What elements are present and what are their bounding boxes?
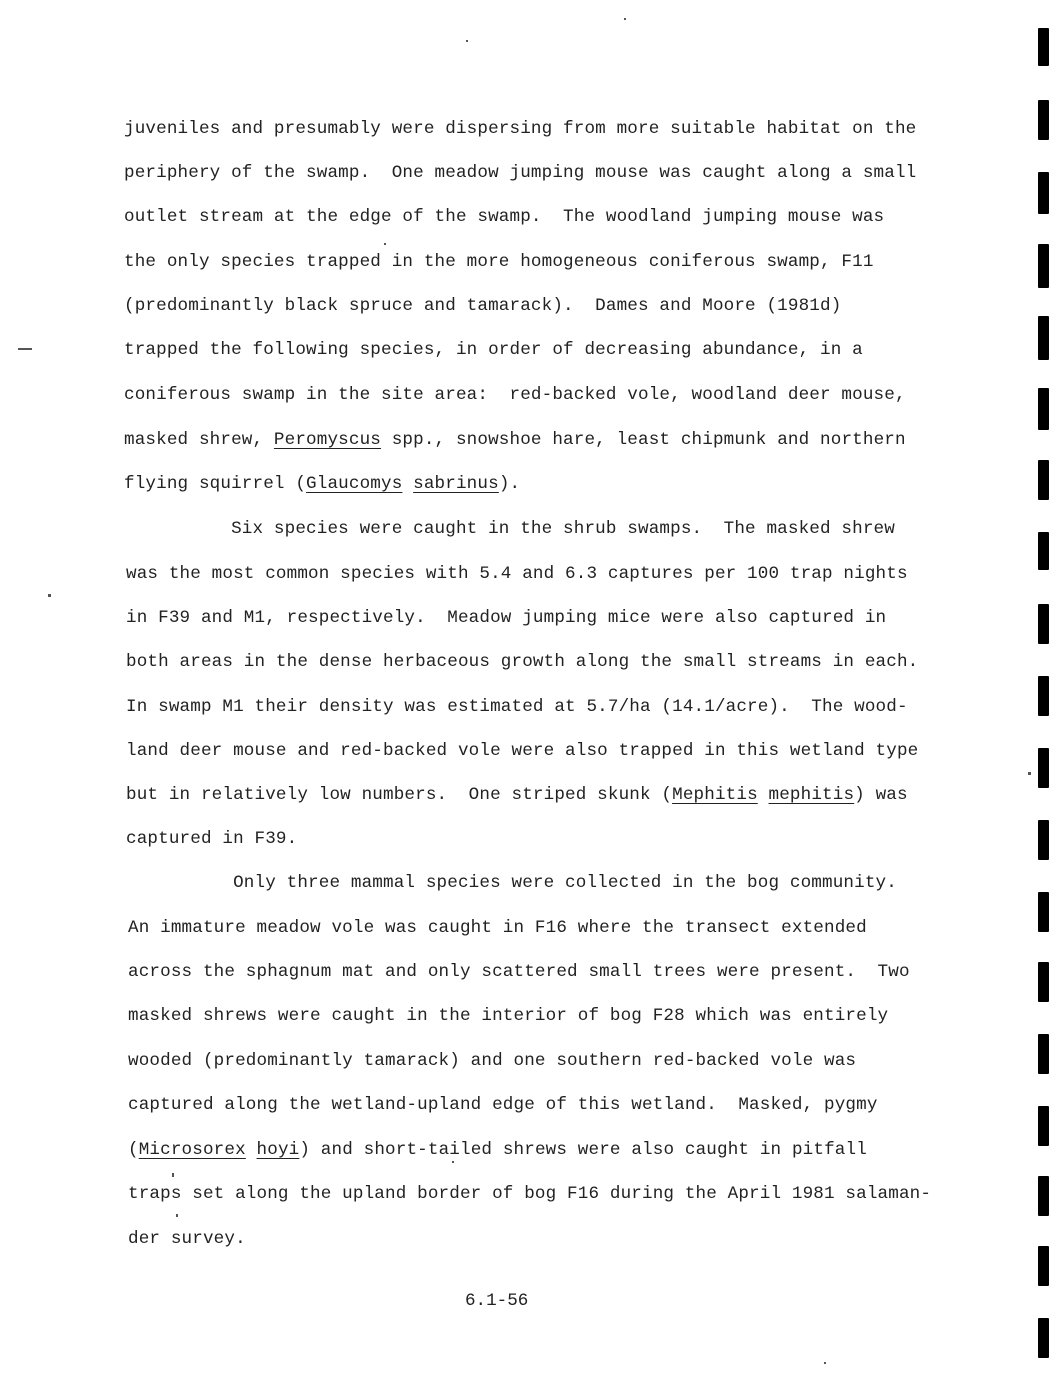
underlined-term: sabrinus — [413, 474, 499, 494]
text-run: masked shrew, — [124, 430, 274, 450]
text-run: across the sphagnum mat and only scattered small trees were present. Two — [128, 962, 910, 982]
underlined-term: Glaucomys — [306, 474, 403, 494]
text-run — [402, 474, 413, 494]
text-line — [128, 1139, 867, 1161]
text-run: trapped the following species, in order of decreasing abundance, in a — [124, 340, 863, 360]
revision-bar — [1038, 892, 1049, 932]
revision-bar — [1038, 1106, 1049, 1146]
text-line — [126, 740, 918, 762]
text-line — [128, 1094, 878, 1116]
text-run: wooded (predominantly tamarack) and one southern red-backed vole was — [128, 1051, 857, 1071]
text-line — [126, 872, 897, 894]
text-run: ). — [498, 474, 521, 494]
text-run: periphery of the swamp. One meadow jumping mouse was caught along a small — [124, 163, 917, 183]
revision-bar — [1038, 962, 1049, 1002]
text-line — [124, 162, 916, 184]
revision-bar — [1038, 748, 1049, 788]
revision-bar — [1038, 1246, 1049, 1286]
text-run: ( — [128, 1140, 139, 1160]
speck — [176, 1214, 178, 1217]
text-run — [758, 785, 769, 805]
text-line — [128, 917, 867, 939]
text-run: spp., snowshoe hare, least chipmunk and northern — [381, 430, 906, 450]
text-run: ) and short-tailed shrews were also caught in pitfall — [299, 1140, 867, 1160]
underlined-term: Microsorex — [138, 1140, 246, 1160]
text-line — [128, 1183, 931, 1205]
text-line — [124, 473, 520, 495]
speck — [18, 348, 32, 350]
text-run: both areas in the dense herbaceous growth along the small streams in each. — [126, 652, 919, 672]
text-line — [126, 563, 908, 585]
text-line — [126, 828, 297, 850]
speck — [1028, 772, 1031, 775]
revision-bar — [1038, 172, 1049, 214]
underlined-term: Mephitis — [672, 785, 758, 805]
text-line — [124, 118, 916, 140]
speck — [384, 243, 386, 245]
text-line — [124, 384, 906, 406]
text-line — [126, 607, 886, 629]
text-line — [128, 1005, 888, 1027]
text-run: captured in F39. — [126, 829, 298, 849]
text-run: der survey. — [128, 1229, 246, 1249]
text-line — [124, 339, 863, 361]
text-run: juveniles and presumably were dispersing from more suitable habitat on the — [124, 119, 917, 139]
revision-bar — [1038, 316, 1049, 360]
text-run: ) was — [854, 785, 908, 805]
text-run: land deer mouse and red-backed vole were also trapped in this wetland type — [126, 741, 919, 761]
underlined-term: hoyi — [256, 1140, 300, 1160]
text-run: was the most common species with 5.4 and 6.3 captures per 100 trap nights — [126, 564, 908, 584]
revision-bar — [1038, 820, 1049, 860]
text-line — [128, 961, 910, 983]
text-run: in F39 and M1, respectively. Meadow jumping mice were also captured in — [126, 608, 887, 628]
revision-bar — [1038, 244, 1049, 288]
text-line — [124, 295, 841, 317]
text-line — [124, 251, 874, 273]
underlined-term: mephitis — [768, 785, 855, 805]
text-run: traps set along the upland border of bog F16 during the April 1981 salaman- — [128, 1184, 932, 1204]
speck — [466, 40, 468, 42]
revision-bar — [1038, 460, 1049, 500]
text-run: captured along the wetland-upland edge of this wetland. Masked, pygmy — [128, 1095, 878, 1115]
text-run: Only three mammal species were collected in the bog community. — [126, 873, 897, 893]
speck — [172, 1173, 174, 1177]
text-run: In swamp M1 their density was estimated at 5.7/ha (14.1/acre). The wood- — [126, 697, 908, 717]
text-line — [124, 429, 906, 451]
revision-bar — [1038, 1034, 1049, 1074]
text-run: masked shrews were caught in the interior of bog F28 which was entirely — [128, 1006, 889, 1026]
speck — [452, 1161, 454, 1163]
text-line — [126, 696, 908, 718]
revision-bar — [1038, 388, 1049, 430]
text-line — [128, 1228, 246, 1250]
text-line — [124, 518, 895, 540]
text-run: but in relatively low numbers. One striped skunk ( — [126, 785, 673, 805]
revision-bar — [1038, 532, 1049, 570]
underlined-term: Peromyscus — [273, 430, 382, 450]
text-run: (predominantly black spruce and tamarack). Dames and Moore (1981d) — [124, 296, 842, 316]
text-run: coniferous swamp in the site area: red-backed vole, woodland deer mouse, — [124, 385, 906, 405]
revision-bar — [1038, 676, 1049, 716]
revision-bar — [1038, 604, 1049, 644]
speck — [824, 1362, 826, 1364]
revision-bar — [1038, 1318, 1049, 1358]
text-run — [246, 1140, 257, 1160]
text-run: outlet stream at the edge of the swamp. The woodland jumping mouse was — [124, 207, 885, 227]
text-line — [126, 784, 908, 806]
text-line — [124, 206, 884, 228]
page-number: 6.1-56 — [465, 1291, 529, 1311]
text-run: the only species trapped in the more homogeneous coniferous swamp, F11 — [124, 252, 874, 272]
text-line — [128, 1050, 856, 1072]
revision-bar — [1038, 1176, 1049, 1216]
revision-bar — [1038, 100, 1049, 140]
text-run: flying squirrel ( — [124, 474, 307, 494]
speck — [48, 594, 51, 597]
text-run: An immature meadow vole was caught in F16 where the transect extended — [128, 918, 867, 938]
speck — [624, 18, 626, 20]
text-run: Six species were caught in the shrub swamps. The masked shrew — [124, 519, 895, 539]
text-line — [126, 651, 918, 673]
revision-bar — [1038, 28, 1049, 66]
